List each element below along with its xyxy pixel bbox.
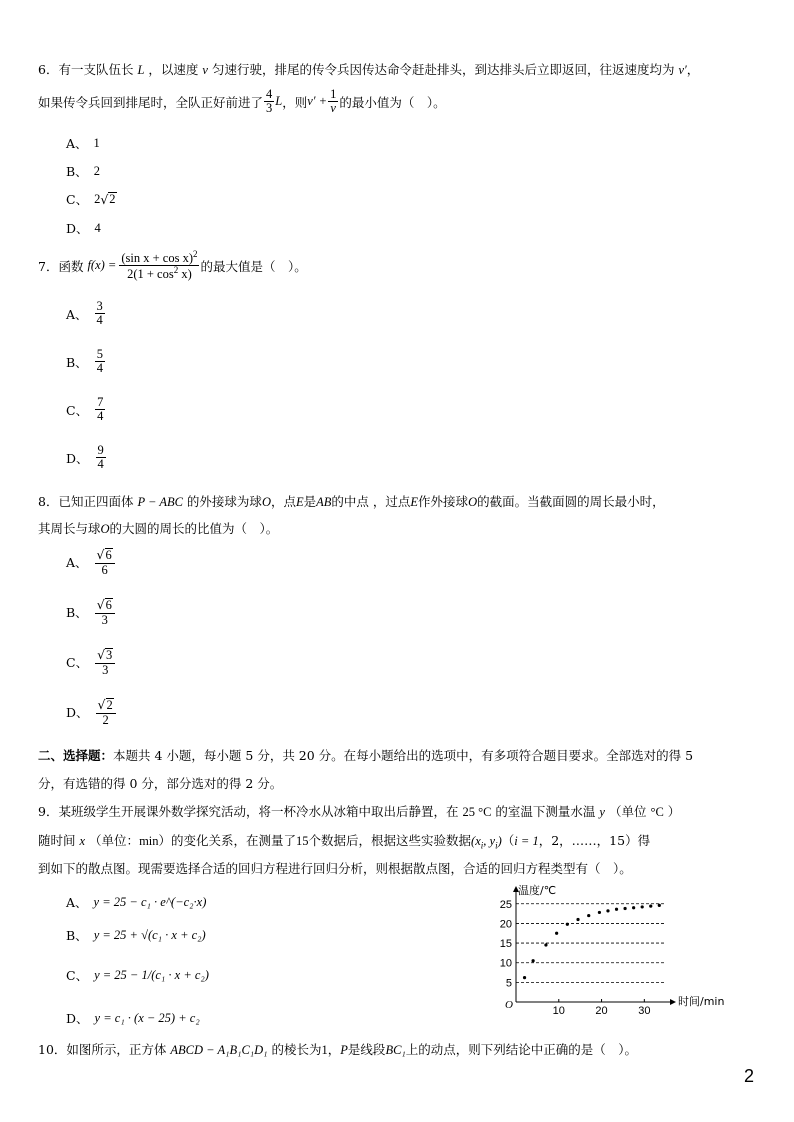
- exponent: 2: [192, 249, 198, 259]
- square-root: [98, 698, 114, 713]
- math-BC1: BC₁: [385, 1043, 406, 1057]
- numerator: 3: [96, 299, 103, 313]
- scatter-point: [566, 923, 569, 926]
- section2-line2: [38, 774, 282, 792]
- q7-option-d[interactable]: [66, 444, 107, 471]
- scatter-point: [658, 904, 661, 907]
- radical-sign-icon: √: [97, 697, 106, 712]
- numerator: [95, 548, 115, 564]
- denominator: [125, 266, 194, 281]
- math-O: O: [468, 495, 478, 509]
- scatter-point: [649, 905, 652, 908]
- scatter-point: [587, 914, 590, 917]
- section-text: 本题共 4 小题，每小题 5 分，共 20 分。在每小题给出的选项中，有多项符合题目要求。全部选对的得 5: [113, 748, 694, 763]
- fraction: [119, 250, 199, 282]
- math-15: 15: [296, 834, 309, 848]
- page-number: 2: [744, 1066, 755, 1086]
- scatter-point: [532, 959, 535, 962]
- q9-text: （单位：: [89, 833, 140, 848]
- x-tick-label: 20: [595, 1005, 608, 1017]
- q9-text: （: [501, 833, 515, 848]
- q9-option-d[interactable]: [66, 1009, 200, 1027]
- q10-text: ，: [327, 1042, 341, 1057]
- scatter-point: [523, 976, 526, 979]
- q9-text: ）: [667, 804, 681, 819]
- option-label: B、: [66, 164, 88, 179]
- math-pabc: P − ABC: [137, 495, 183, 509]
- math-unit: °C: [650, 805, 664, 819]
- fraction: [95, 548, 115, 577]
- x-tick-label: 30: [638, 1005, 651, 1017]
- math-i: i = 1: [514, 834, 539, 848]
- q8-text: 的截面。当截面圆的周长最小时，: [477, 494, 665, 509]
- pair-text: ): [497, 834, 502, 848]
- math-cube: ABCD − A₁B₁C₁D₁: [170, 1043, 268, 1057]
- subscript: i: [480, 840, 484, 851]
- numerator: 5: [96, 347, 103, 361]
- q6-text: 6．有一支队伍长: [38, 62, 134, 77]
- q9-line3: [38, 859, 632, 877]
- option-label: B、: [66, 354, 88, 370]
- option-label: C、: [66, 192, 89, 207]
- fraction: [95, 598, 115, 627]
- q9-line1: [38, 802, 680, 820]
- scatter-point: [606, 909, 609, 912]
- square-root: [97, 598, 113, 613]
- q9-option-a[interactable]: [66, 893, 206, 911]
- pair-text: , y: [483, 834, 496, 848]
- math-L: L: [275, 94, 283, 109]
- math-pair: [471, 834, 502, 851]
- x-axis-arrow-icon: [670, 999, 676, 1005]
- fraction: [264, 88, 274, 115]
- q8-text: 8．已知正四面体: [38, 494, 134, 509]
- q6-option-b[interactable]: [66, 162, 100, 180]
- q8-option-b[interactable]: [66, 598, 116, 627]
- exponent: 2: [173, 265, 179, 276]
- radical-sign-icon: √: [100, 191, 109, 207]
- numerator: [95, 648, 115, 664]
- radicand: 6: [105, 548, 112, 562]
- q6-line1: [38, 60, 699, 78]
- q9-option-b[interactable]: [66, 926, 206, 944]
- numerator: 1: [330, 87, 337, 101]
- q9-text: 随时间: [38, 833, 76, 848]
- square-root: [100, 192, 116, 207]
- q10-text: 上的动点，则下列结论中正确的是（ ）。: [405, 1042, 638, 1057]
- radicand: 3: [106, 648, 113, 662]
- scatter-point: [544, 943, 547, 946]
- option-label: D、: [66, 221, 89, 236]
- y-tick-label: 10: [499, 957, 512, 970]
- q9-text: 到如下的散点图。现需要选择合适的回归方程进行回归分析，则根据散点图，合适的回归方程类型有（ ）。: [38, 861, 632, 876]
- q8-text: 的中点 ，过点: [331, 494, 411, 509]
- radicand: 2: [106, 698, 113, 712]
- denominator-text: 2(1 + cos: [127, 267, 174, 282]
- section2-line1: [38, 746, 693, 764]
- section-title: 二、选择题：: [38, 748, 114, 763]
- scatter-point: [632, 906, 635, 909]
- option-value: 1: [93, 135, 100, 150]
- denominator: 6: [101, 562, 108, 577]
- radical-sign-icon: √: [97, 647, 106, 662]
- q10-text: 的棱长为: [271, 1042, 322, 1057]
- q8-text: 的大圆的周长的比值为（ ）。: [109, 521, 279, 536]
- q9-text: （单位: [608, 804, 647, 819]
- y-tick-label: 15: [499, 938, 512, 951]
- math-E: E: [295, 495, 304, 509]
- pair-text: (x: [471, 834, 481, 848]
- option-label: D、: [66, 450, 89, 466]
- numerator: [96, 698, 116, 714]
- q6-text: ，则: [282, 94, 308, 110]
- q6-text: 如果传令兵回到排尾时，全队正好前进了: [38, 94, 264, 110]
- denominator-text: x): [178, 267, 192, 282]
- q9-text: 9．某班级学生开展课外数学探究活动，将一杯冷水从冰箱中取出后静置，在: [38, 804, 459, 819]
- radical-sign-icon: √: [96, 547, 105, 562]
- q7-stem: [38, 250, 307, 282]
- square-root: [97, 548, 113, 563]
- option-label: B、: [66, 605, 88, 621]
- option-label: D、: [66, 1011, 89, 1026]
- denominator: 3: [102, 662, 109, 677]
- numerator: 4: [266, 87, 273, 101]
- math-O: O: [100, 522, 110, 536]
- q8-option-a[interactable]: [66, 548, 116, 577]
- fraction: [96, 698, 116, 727]
- option-label: C、: [66, 655, 89, 671]
- scatter-point: [576, 918, 579, 921]
- math-x: x: [79, 834, 86, 848]
- option-formula: y = c₁ · (x − 25) + c₂: [94, 1010, 200, 1025]
- math-y: y: [599, 805, 605, 819]
- math-P: P: [340, 1043, 348, 1057]
- math-v: v: [202, 63, 208, 77]
- option-formula: y = 25 − 1/(c₁ · x + c₂): [94, 967, 209, 982]
- q7-option-c[interactable]: [66, 396, 106, 423]
- radical-sign-icon: √: [96, 597, 105, 612]
- math-vprime: v′: [678, 63, 687, 77]
- q8-text: 其周长与球: [38, 521, 101, 536]
- option-value: 4: [94, 220, 101, 235]
- q8-text: 作外接球: [418, 494, 469, 509]
- axis-layer: [505, 883, 724, 1011]
- q8-text: ，点: [270, 494, 296, 509]
- option-label: A、: [66, 555, 88, 571]
- math-L: L: [137, 63, 145, 77]
- q7-option-b[interactable]: [66, 348, 106, 375]
- q6-option-a[interactable]: [66, 134, 100, 152]
- q6-text: 匀速行驶，排尾的传令兵因传达命令赶赴排头，到达排头后立即返回，往返速度均为: [211, 62, 675, 77]
- fraction: [95, 648, 115, 677]
- scatter-point: [615, 908, 618, 911]
- denominator: 4: [96, 361, 103, 376]
- scatter-chart: [492, 880, 742, 1017]
- q9-option-c[interactable]: [66, 966, 209, 984]
- q9-line2: [38, 831, 650, 851]
- option-value: 2: [93, 163, 100, 178]
- y-tick-label: 20: [499, 918, 512, 931]
- option-label: B、: [66, 928, 88, 943]
- option-formula: y = 25 − c₁ · e^(−c₂·x): [93, 894, 207, 909]
- math-expr: v′ +: [307, 94, 328, 109]
- y-tick-label: 25: [499, 898, 512, 911]
- math-fx: f(x) =: [87, 258, 117, 273]
- q6-text: ，: [686, 62, 700, 77]
- q8-text: 是: [303, 494, 317, 509]
- option-label: A、: [66, 895, 88, 910]
- ticks-layer: [500, 899, 651, 1017]
- denominator: v: [330, 101, 336, 116]
- fraction: [95, 348, 105, 375]
- q10-line1: [38, 1040, 637, 1058]
- option-label: A、: [66, 306, 88, 322]
- q9-text: 个数据后，根据这些实验数据: [308, 833, 472, 848]
- x-tick-label: 10: [552, 1005, 565, 1017]
- q6-option-d[interactable]: [66, 219, 101, 237]
- q6-text: ，以速度: [148, 62, 199, 77]
- fraction: [95, 396, 105, 423]
- q6-line2: [38, 88, 446, 115]
- points-layer: [523, 904, 661, 979]
- numerator: 9: [97, 443, 104, 457]
- q8-line1: [38, 492, 665, 510]
- q9-text: ）的变化关系，在测量了: [158, 833, 297, 848]
- math-temp: 25 °C: [462, 805, 492, 819]
- scatter-point: [641, 905, 644, 908]
- denominator: 3: [101, 612, 108, 627]
- radicand: 2: [109, 191, 116, 206]
- q7-text: 的最大值是（ ）。: [200, 258, 307, 274]
- denominator: 4: [97, 409, 104, 424]
- denominator: 3: [266, 101, 273, 116]
- q7-text: 7．函数: [38, 258, 84, 274]
- numerator: 7: [97, 395, 104, 409]
- q8-line2: [38, 519, 278, 537]
- numerator: [95, 598, 115, 614]
- section-text: 分，有选错的得 0 分，部分选对的得 2 分。: [38, 776, 283, 791]
- q8-option-c[interactable]: [66, 648, 116, 677]
- math-min: min: [139, 834, 159, 848]
- denominator: 4: [96, 313, 103, 328]
- x-axis-label: 时间/min: [678, 995, 725, 1008]
- origin-label: O: [505, 999, 513, 1011]
- y-tick-label: 5: [505, 977, 512, 990]
- scatter-point: [598, 911, 601, 914]
- option-label: C、: [66, 402, 89, 418]
- numerator-text: (sin x + cos x): [121, 251, 193, 266]
- q7-option-a[interactable]: [66, 300, 106, 327]
- scatter-point: [623, 907, 626, 910]
- radicand: 6: [105, 598, 112, 612]
- math-O: O: [261, 495, 271, 509]
- q8-option-d[interactable]: [66, 698, 117, 727]
- subscript: i: [495, 840, 498, 851]
- option-formula: y = 25 + √(c₁ · x + c₂): [93, 927, 206, 942]
- scatter-point: [555, 932, 558, 935]
- option-label: C、: [66, 968, 89, 983]
- q10-text: 10．如图所示，正方体: [38, 1042, 167, 1057]
- q6-text: 的最小值为（ ）。: [339, 94, 446, 110]
- q9-text: ，2，……，15）得: [538, 833, 651, 848]
- q10-text: 是线段: [347, 1042, 386, 1057]
- fraction: [95, 300, 105, 327]
- fraction: [328, 88, 338, 115]
- math-one: 1: [321, 1043, 328, 1057]
- q9-text: 的室温下测量水温: [495, 804, 596, 819]
- option-label: A、: [66, 136, 88, 151]
- y-axis-label: 温度/℃: [518, 884, 557, 897]
- fraction: [96, 444, 106, 471]
- numerator: [119, 250, 199, 266]
- square-root: [97, 648, 113, 663]
- q8-text: 的外接球为球: [186, 494, 262, 509]
- denominator: 4: [97, 457, 104, 472]
- option-value: 2: [94, 191, 101, 206]
- q6-option-c[interactable]: [66, 190, 117, 208]
- math-E: E: [410, 495, 419, 509]
- denominator: 2: [102, 712, 109, 727]
- math-AB: AB: [316, 495, 332, 509]
- option-label: D、: [66, 705, 89, 721]
